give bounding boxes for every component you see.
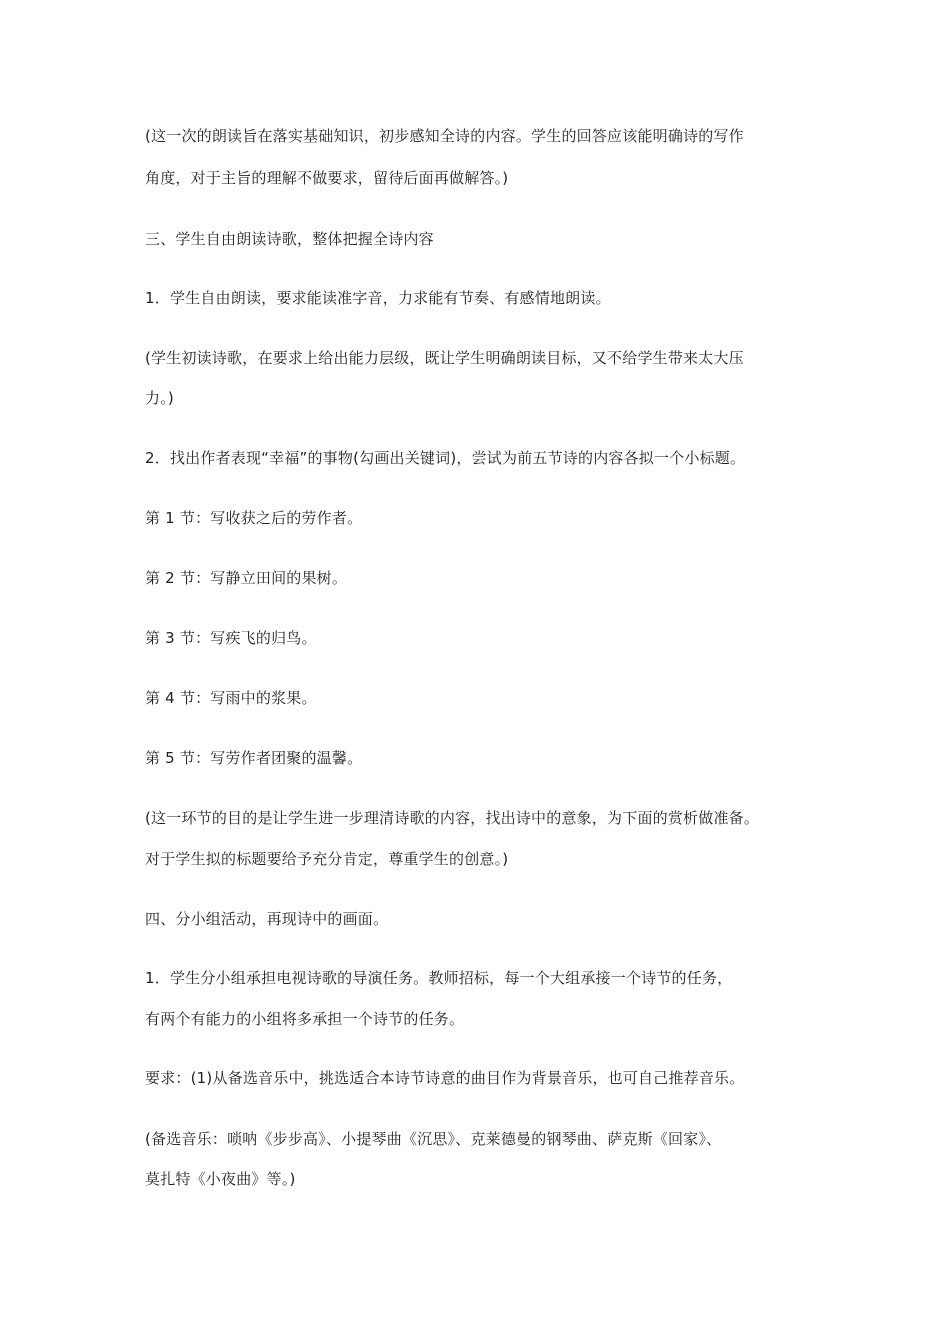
paragraph-line: 1．学生自由朗读，要求能读准字音，力求能有节奏、有感情地朗读。 — [145, 289, 611, 307]
paragraph-line: 对于学生拟的标题要给予充分肯定，尊重学生的创意。) — [145, 850, 509, 868]
paragraph-line: 要求：(1)从备选音乐中，挑选适合本诗节诗意的曲目作为背景音乐，也可自己推荐音乐。 — [145, 1069, 745, 1087]
paragraph-line: (学生初读诗歌，在要求上给出能力层级，既让学生明确朗读目标，又不给学生带来太大压 — [145, 349, 744, 367]
list-item: 第 2 节：写静立田间的果树。 — [145, 569, 348, 587]
paragraph-line: 有两个有能力的小组将多承担一个诗节的任务。 — [145, 1010, 465, 1028]
list-item: 第 4 节：写雨中的浆果。 — [145, 689, 317, 707]
paragraph-line: (这一环节的目的是让学生进一步理清诗歌的内容，找出诗中的意象，为下面的赏析做准备。 — [145, 809, 760, 827]
paragraph-line: 角度，对于主旨的理解不做要求，留待后面再做解答。) — [145, 169, 509, 187]
section-heading: 三、学生自由朗读诗歌，整体把握全诗内容 — [145, 230, 434, 248]
list-item: 第 1 节：写收获之后的劳作者。 — [145, 509, 363, 527]
list-item: 第 3 节：写疾飞的归鸟。 — [145, 629, 317, 647]
paragraph-line: (这一次的朗读旨在落实基础知识，初步感知全诗的内容。学生的回答应该能明确诗的写作 — [145, 127, 744, 145]
paragraph-line: 力。) — [145, 389, 174, 407]
paragraph-line: (备选音乐：唢呐《步步高》、小提琴曲《沉思》、克莱德曼的钢琴曲、萨克斯《回家》、 — [145, 1130, 722, 1148]
paragraph-line: 1．学生分小组承担电视诗歌的导演任务。教师招标，每一个大组承接一个诗节的任务， — [145, 969, 733, 987]
paragraph-line: 莫扎特《小夜曲》等。) — [145, 1170, 296, 1188]
paragraph-line: 2．找出作者表现“幸福”的事物(勾画出关键词)，尝试为前五节诗的内容各拟一个小标题。 — [145, 449, 746, 467]
list-item: 第 5 节：写劳作者团聚的温馨。 — [145, 749, 363, 767]
section-heading: 四、分小组活动，再现诗中的画面。 — [145, 910, 389, 928]
